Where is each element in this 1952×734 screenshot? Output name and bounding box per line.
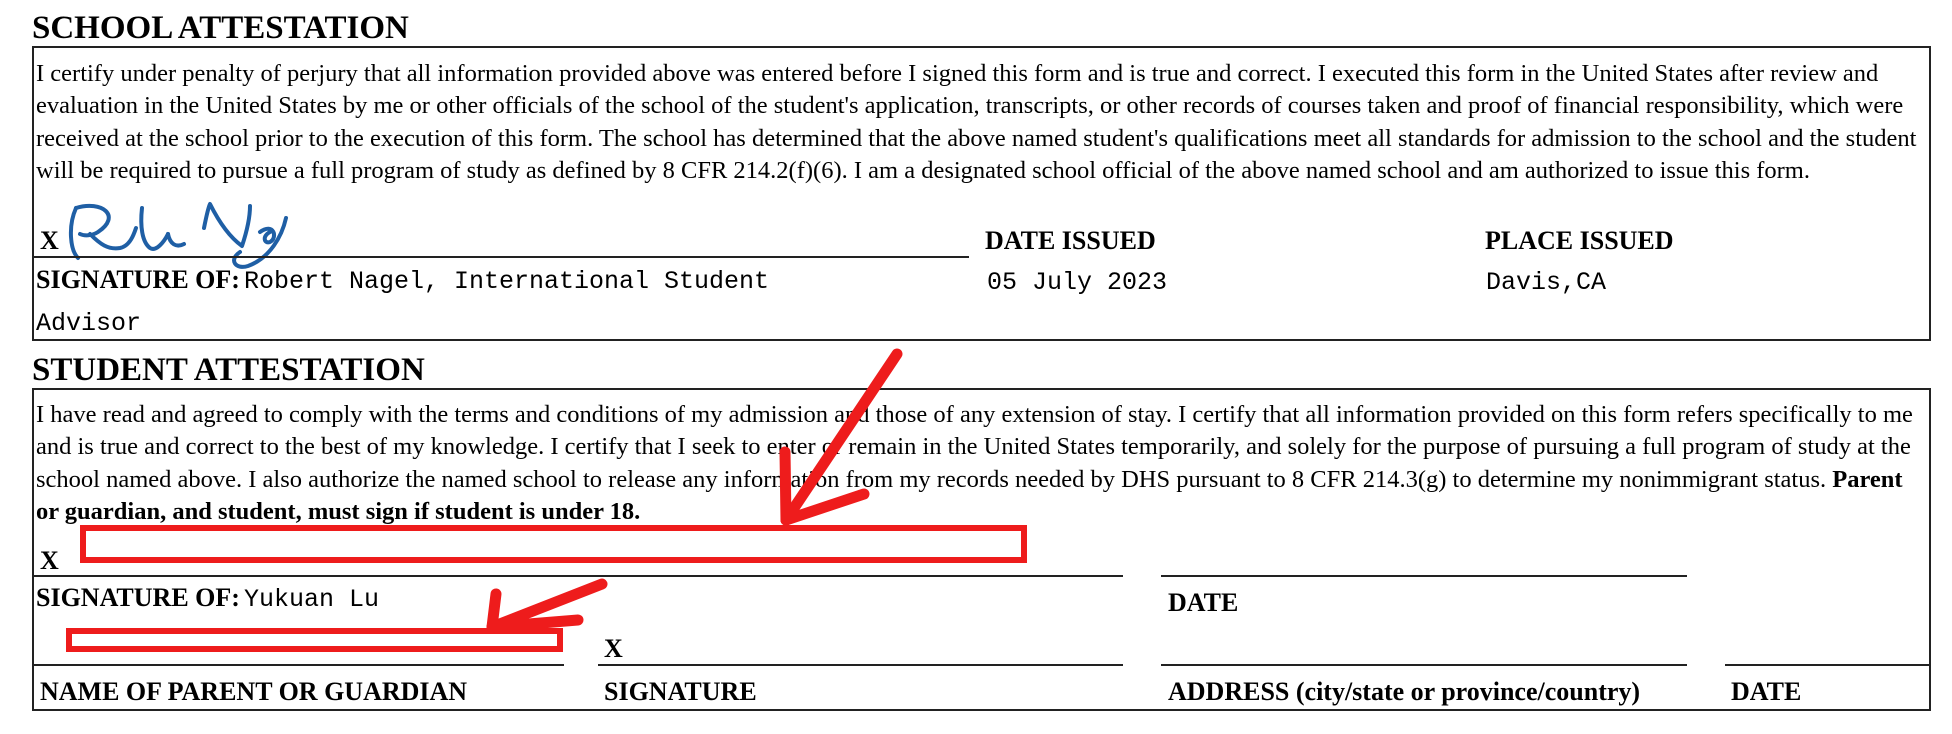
date-issued-value: 05 July 2023 bbox=[987, 268, 1168, 297]
parent-date-label: DATE bbox=[1731, 677, 1802, 706]
parent-name-label: NAME OF PARENT OR GUARDIAN bbox=[40, 677, 468, 706]
student-signature-x: X bbox=[40, 546, 59, 575]
student-attestation-under-18: Parent or guardian, and student, must sign if student is under 18. bbox=[36, 465, 1903, 526]
parent-signature-label: SIGNATURE bbox=[604, 677, 757, 706]
school-signature-x: X bbox=[40, 226, 59, 255]
school-signer-name: Robert Nagel, International Student Advisor bbox=[36, 267, 770, 338]
student-attestation-heading: STUDENT ATTESTATION bbox=[32, 352, 425, 388]
upper-arrow-head-left-icon bbox=[785, 452, 786, 520]
student-date-label: DATE bbox=[1168, 588, 1239, 617]
lower-arrow-head-bottom-icon bbox=[492, 620, 578, 627]
parent-address-label: ADDRESS (city/state or province/country) bbox=[1168, 677, 1641, 706]
school-attestation-paragraph: I certify under penalty of perjury that all information provided above was entered before I signed this form and is true and correct. I executed this form in the United States after review and evaluation in the United States by me or other officials of the school of the student's application, transcripts, or other records of courses taken and proof of financial responsibility, which were received at the school prior to the execution of this form. The school has determined that the above named student's qualifications meet all standards for admission to the school and the student will be required to pursue a full program of study as defined by 8 CFR 214.2(f)(6). I am a designated school official of the above named school and am authorized to issue this form. bbox=[36, 60, 1917, 185]
parent-signature-x: X bbox=[604, 634, 623, 663]
student-signer-name: Yukuan Lu bbox=[243, 585, 379, 614]
upper-arrow-shaft-icon bbox=[786, 354, 897, 520]
student-attestation-body: I have read and agreed to comply with the terms and conditions of my admission and those of any extension of stay. I certify that all information provided on this form refers specifically to me and is true and correct to the best of my knowledge. I certify that I seek to enter or remain in the United States temporarily, and solely for the purpose of pursuing a full program of study at the school named above. I also authorize the named school to release any information from my records needed by DHS pursuant to 8 CFR 214.3(g) to determine my nonimmigrant status. bbox=[36, 401, 1913, 493]
school-attestation-heading: SCHOOL ATTESTATION bbox=[32, 10, 409, 46]
student-signature-of-label: SIGNATURE OF: bbox=[36, 583, 240, 612]
date-issued-label: DATE ISSUED bbox=[985, 226, 1156, 255]
place-issued-label: PLACE ISSUED bbox=[1485, 226, 1674, 255]
place-issued-value: Davis,CA bbox=[1486, 268, 1607, 297]
school-signature-of-label: SIGNATURE OF: bbox=[36, 265, 240, 294]
